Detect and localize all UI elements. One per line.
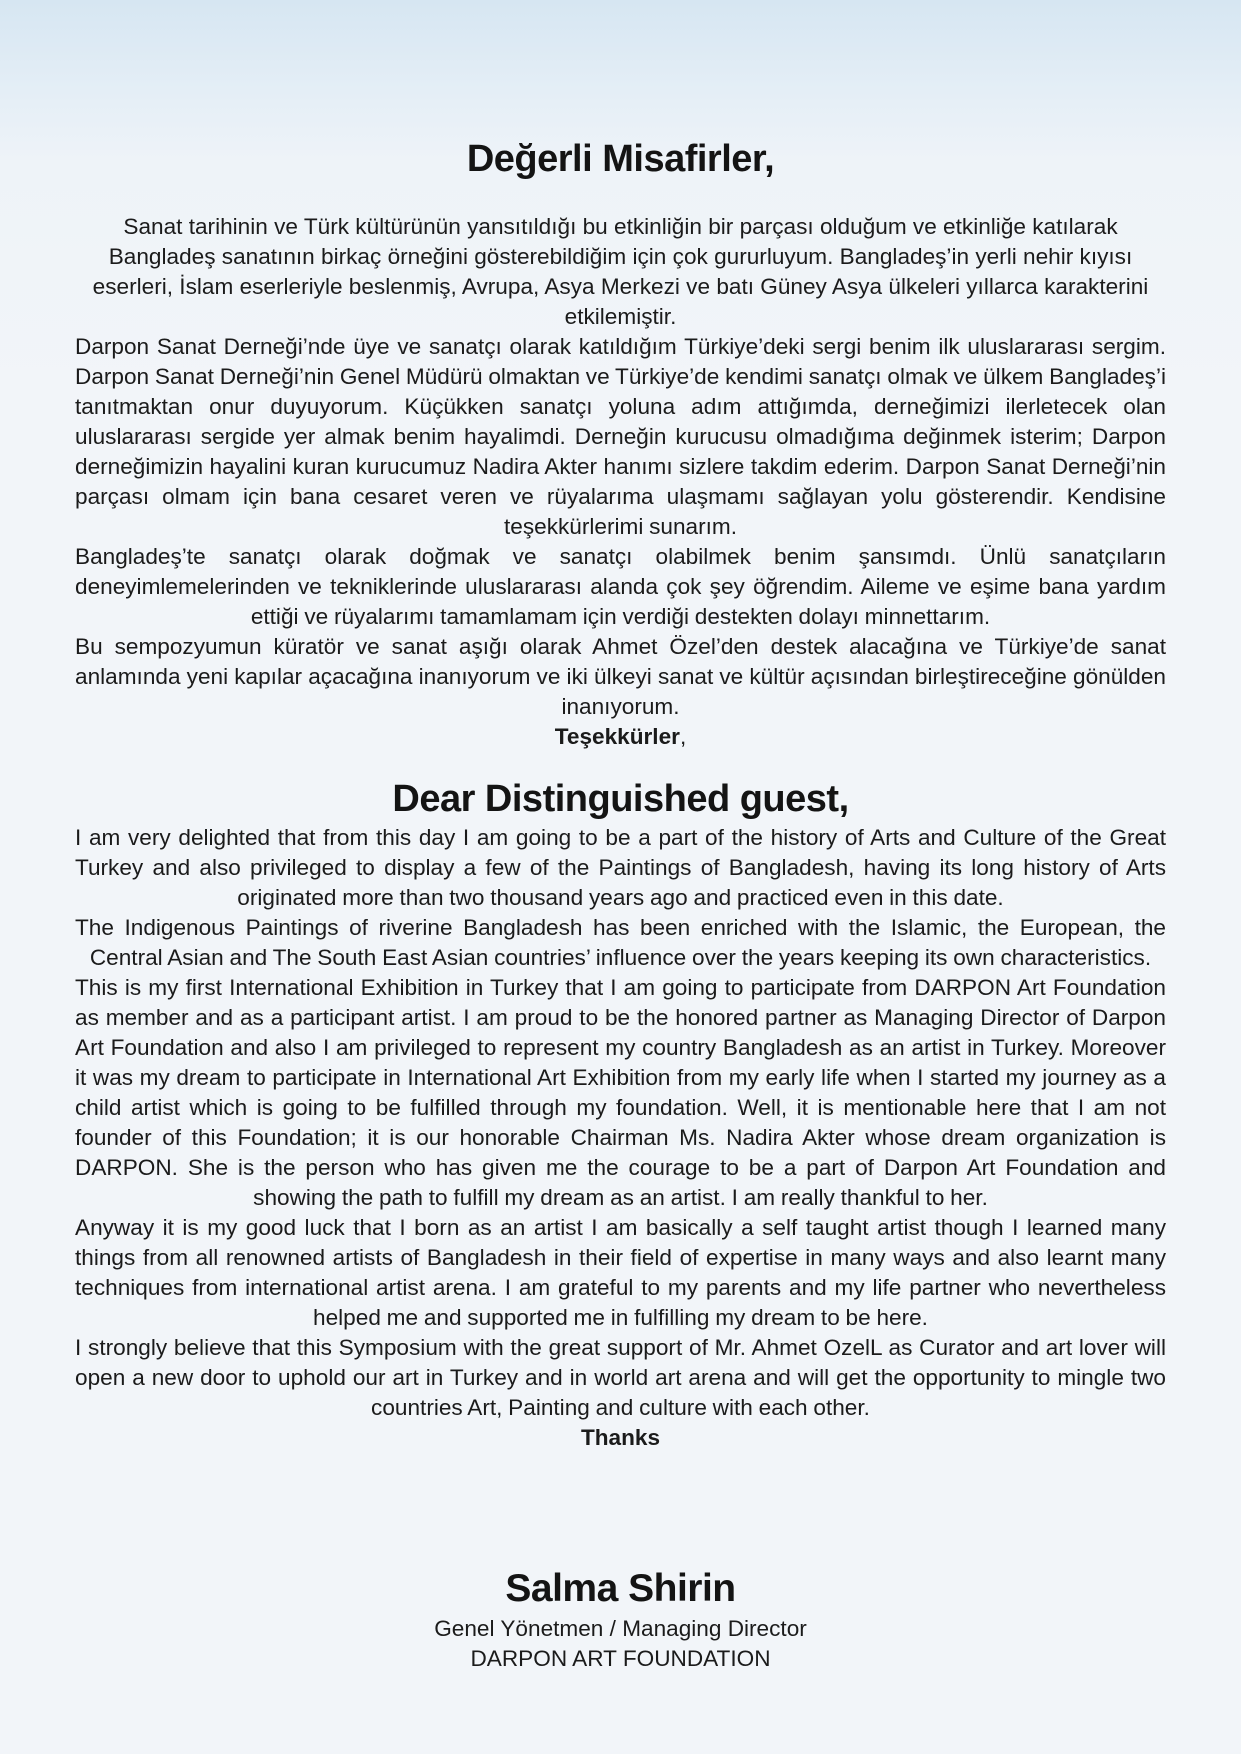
signatory-organization: DARPON ART FOUNDATION	[470, 1646, 771, 1671]
turkish-paragraph: Bangladeş’te sanatçı olarak doğmak ve sanatçı olabilmek benim şansımdı. Ünlü sanatçıların deneyimlemelerinden ve tekniklerinde uluslararası alanda çok şey öğrendim. Aileme ve eşime bana yardım ettiği ve rüyalarımı tamamlamam için verdiği destekten dolayı minnettarım.	[75, 544, 1166, 629]
signatory-title: Genel Yönetmen / Managing Director	[434, 1616, 807, 1641]
english-paragraph: The Indigenous Paintings of riverine Bangladesh has been enriched with the Islamic, the European, the Central Asian and The South East Asian countries’ influence over the years keeping its own characteristics.	[75, 915, 1166, 970]
english-paragraph: I am very delighted that from this day I am going to be a part of the history of Arts and Culture of the Great Turkey and also privileged to display a few of the Paintings of Bangladesh, having its long history of Arts originated more than two thousand years ago and practiced even in this date.	[75, 825, 1166, 910]
turkish-thanks-comma: ,	[679, 724, 687, 749]
signature-block	[0, 1564, 1241, 1674]
english-body	[75, 823, 1166, 1453]
english-heading: Dear Distinguished guest,	[392, 778, 849, 820]
turkish-paragraph: Bu sempozyumun küratör ve sanat aşığı olarak Ahmet Özel’den destek alacağına ve Türkiye’de sanat anlamında yeni kapılar açacağına inanıyorum ve iki ülkeyi sanat ve kültür açısından birleştireceğine gönülden inanıyorum.	[75, 634, 1166, 719]
turkish-paragraph: Darpon Sanat Derneği’nde üye ve sanatçı olarak katıldığım Türkiye’deki sergi benim ilk uluslararası sergim. Darpon Sanat Derneği’nin Genel Müdürü olmaktan ve Türkiye’de kendimi sanatçı olmak ve ülkem Bangladeş’i tanıtmaktan onur duyuyorum. Küçükken sanatçı yoluna adım attığımda, derneğimizi ilerletecek olan uluslararası sergide yer almak benim hayalimdi. Derneğin kurucusu olmadığıma değinmek isterim; Darpon derneğimizin hayalini kuran kurucumuz Nadira Akter hanımı sizlere takdim ederim. Darpon Sanat Derneği’nin parçası olmam için bana cesaret veren ve rüyalarıma ulaşmamı sağlayan yolu gösterendir. Kendisine teşekkürlerimi sunarım.	[75, 334, 1166, 539]
turkish-heading: Değerli Misafirler,	[466, 138, 775, 180]
english-thanks: Thanks	[580, 1425, 661, 1450]
english-paragraph: This is my first International Exhibition in Turkey that I am going to participate from DARPON Art Foundation as member and as a participant artist. I am proud to be the honored partner as Managing Director of Darpon Art Foundation and also I am privileged to represent my country Bangladesh as an artist in Turkey. Moreover it was my dream to participate in International Art Exhibition from my early life when I started my journey as a child artist which is going to be fulfilled through my foundation. Well, it is mentionable here that I am not founder of this Foundation; it is our honorable Chairman Ms. Nadira Akter whose dream organization is DARPON. She is the person who has given me the courage to be a part of Darpon Art Foundation and showing the path to fulfill my dream as an artist. I am really thankful to her.	[75, 975, 1166, 1210]
english-paragraph: Anyway it is my good luck that I born as an artist I am basically a self taught artist though I learned many things from all renowned artists of Bangladesh in their field of expertise in many ways and also learnt many techniques from international artist arena. I am grateful to my parents and my life partner who nevertheless helped me and supported me in fulfilling my dream to be here.	[75, 1215, 1166, 1330]
turkish-thanks	[75, 722, 1166, 752]
english-paragraph: I strongly believe that this Symposium with the great support of Mr. Ahmet OzelL as Curator and art lover will open a new door to uphold our art in Turkey and in world art arena and will get the opportunity to mingle two countries Art, Painting and culture with each other.	[75, 1335, 1166, 1420]
turkish-paragraph: Sanat tarihinin ve Türk kültürünün yansıtıldığı bu etkinliğin bir parçası olduğum ve etkinliğe katılarak Bangladeş sanatının birkaç örneğini gösterebildiğim için çok gururluyum. Bangladeş’in yerli nehir kıyısı eserleri, İslam eserleriyle beslenmiş, Avrupa, Asya Merkezi ve batı Güney Asya ülkeleri yıllarca karakterini etkilemiştir.	[92, 214, 1149, 329]
turkish-thanks-word: Teşekkürler	[554, 724, 680, 749]
signatory-name: Salma Shirin	[505, 1567, 736, 1610]
turkish-body	[75, 212, 1166, 752]
